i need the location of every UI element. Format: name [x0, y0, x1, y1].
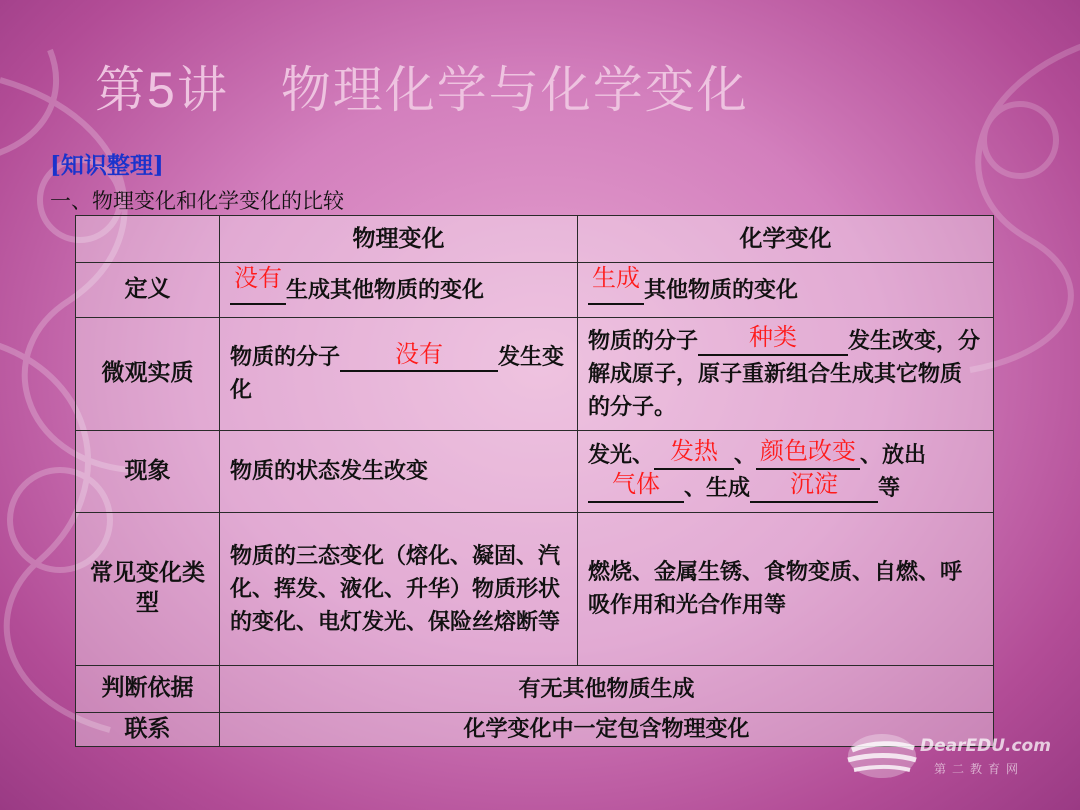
row-phenomenon — [76, 431, 994, 513]
phenomenon-blank-4 — [750, 470, 878, 503]
phenomenon-physical-cell: 物质的状态发生改变 — [220, 431, 578, 513]
types-physical-cell: 物质的三态变化（熔化、凝固、汽化、挥发、液化、升华）物质形状的变化、电灯发光、保险丝熔断等 — [220, 513, 578, 666]
phenomenon-blank-1 — [654, 437, 734, 470]
definition-physical-text: 生成其他物质的变化 — [286, 276, 485, 303]
section-heading: 一、物理变化和化学变化的比较 — [50, 189, 344, 213]
watermark-text: DearEDU.com — [920, 736, 1051, 756]
micro-chemical-blank — [698, 323, 848, 356]
col-header-physical: 物理变化 — [220, 216, 578, 263]
row-micro — [76, 318, 994, 431]
row-header-types: 常见变化类型 — [76, 513, 220, 666]
slide-title: 第5讲 物理化学与化学变化 — [95, 61, 749, 119]
phenomenon-answer-4: 沉淀 — [790, 470, 839, 499]
definition-chemical-answer: 生成 — [592, 264, 640, 293]
definition-physical-answer: 没有 — [234, 264, 282, 293]
micro-physical-before: 物质的分子 — [230, 344, 341, 370]
row-header-definition: 定义 — [76, 263, 220, 318]
definition-chemical-cell — [578, 263, 994, 318]
phenomenon-blank-3 — [588, 470, 684, 503]
table-header-row — [76, 216, 994, 263]
row-header-basis: 判断依据 — [76, 666, 220, 713]
definition-physical-blank — [230, 264, 286, 305]
micro-physical-after: 发生变化 — [230, 344, 565, 403]
row-header-relation: 联系 — [76, 713, 220, 747]
micro-physical-blank — [340, 339, 498, 372]
row-header-micro: 微观实质 — [76, 318, 220, 431]
micro-physical-answer: 没有 — [395, 339, 444, 368]
dearedu-logo-icon — [842, 728, 922, 784]
col-header-chemical: 化学变化 — [578, 216, 994, 263]
phenomenon-chemical-cell — [578, 431, 994, 513]
dearedu-watermark — [842, 728, 1062, 788]
micro-chemical-before: 物质的分子 — [588, 327, 699, 354]
micro-chemical-cell — [578, 318, 994, 431]
micro-chemical-answer: 种类 — [749, 323, 798, 352]
row-types — [76, 513, 994, 666]
row-header-phenomenon: 现象 — [76, 431, 220, 513]
row-definition — [76, 263, 994, 318]
phenomenon-text-2: 、放出 — [860, 441, 927, 468]
micro-physical-cell — [220, 318, 578, 431]
basis-cell: 有无其他物质生成 — [220, 666, 994, 713]
section-tag: [知识整理] — [50, 152, 164, 179]
definition-chemical-text: 其他物质的变化 — [644, 276, 799, 303]
phenomenon-text-4: 等 — [878, 474, 901, 501]
comparison-table — [75, 215, 994, 747]
relation-cell: 化学变化中一定包含物理变化 — [220, 713, 994, 747]
types-chemical-cell: 燃烧、金属生锈、食物变质、自燃、呼吸作用和光合作用等 — [578, 513, 994, 666]
phenomenon-text-3: 、生成 — [684, 474, 751, 501]
phenomenon-answer-1: 发热 — [670, 437, 719, 466]
row-basis — [76, 666, 994, 713]
phenomenon-text-1: 发光、 — [588, 441, 655, 468]
definition-chemical-blank — [588, 264, 644, 305]
phenomenon-answer-2: 颜色改变 — [760, 437, 857, 466]
phenomenon-blank-2 — [756, 437, 860, 470]
phenomenon-sep-1: 、 — [734, 441, 757, 468]
micro-chemical-after: 发生改变，分解成原子，原子重新组合生成其它物质的分子。 — [588, 327, 981, 420]
definition-physical-cell — [220, 263, 578, 318]
watermark-subtext: 第二教育网 — [934, 762, 1025, 776]
phenomenon-answer-3: 气体 — [612, 470, 660, 499]
corner-cell — [76, 216, 220, 263]
